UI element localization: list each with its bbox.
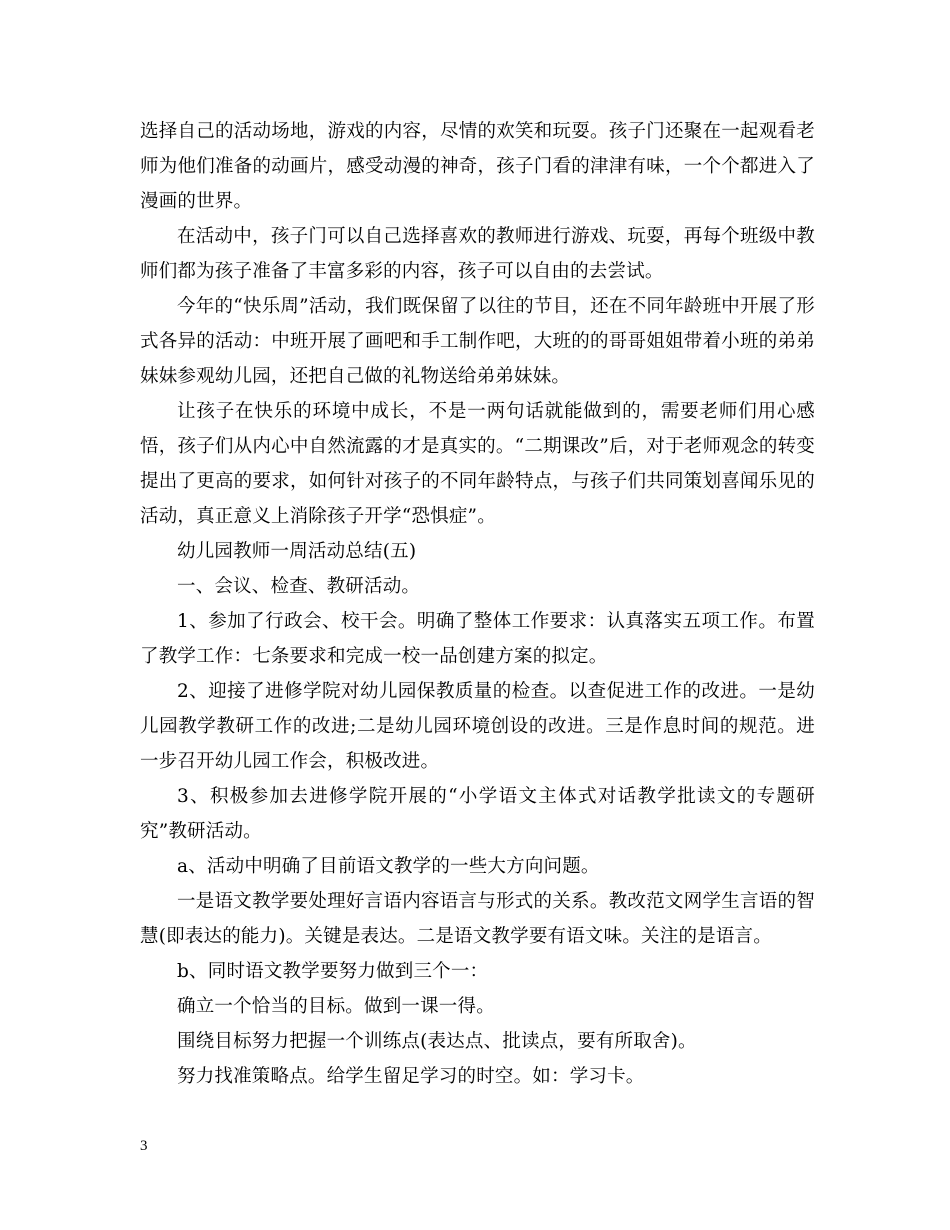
list-item-3: 3、积极参加去进修学院开展的“小学语文主体式对话教学批读文的专题研究”教研活动。 <box>140 786 815 842</box>
paragraph-4: 让孩子在快乐的环境中成长，不是一两句话就能做到的，需要老师们用心感悟，孩子们从内心中自然流露的才是真实的。“二期课改”后，对于老师观念的转变提出了更高的要求，如何针对孩子的不同年龄特点，与孩子们共同策划喜闻乐见的活动，真正意义上消除孩子开学“恐惧症”。 <box>140 401 815 527</box>
paragraph-6: 确立一个恰当的目标。做到一课一得。 <box>177 996 495 1017</box>
section-heading-1: 一、会议、检查、教研活动。 <box>177 576 421 597</box>
list-item-1: 1、参加了行政会、校干会。明确了整体工作要求：认真落实五项工作。布置了教学工作：七条要求和完成一校一品创建方案的拟定。 <box>140 611 815 667</box>
sub-item-b: b、同时语文教学要努力做到三个一： <box>177 961 489 982</box>
paragraph-3: 今年的“快乐周”活动，我们既保留了以往的节目，还在不同年龄班中开展了形式各异的活动：中班开展了画吧和手工制作吧，大班的的哥哥姐姐带着小班的弟弟妹妹参观幼儿园，还把自己做的礼物送给弟弟妹妹。 <box>140 296 815 387</box>
paragraph-5: 一是语文教学要处理好言语内容语言与形式的关系。教改范文网学生言语的智慧(即表达的能力)。关键是表达。二是语文教学要有语文味。关注的是语言。 <box>140 891 815 947</box>
paragraph-7: 围绕目标努力把握一个训练点(表达点、批读点，要有所取舍)。 <box>177 1031 697 1052</box>
sub-item-a: a、活动中明确了目前语文教学的一些大方向问题。 <box>177 856 600 877</box>
page-number: 3 <box>140 1138 148 1154</box>
paragraph-8: 努力找准策略点。给学生留足学习的时空。如：学习卡。 <box>177 1066 645 1087</box>
paragraph-2: 在活动中，孩子门可以自己选择喜欢的教师进行游戏、玩耍，再每个班级中教师们都为孩子准备了丰富多彩的内容，孩子可以自由的去尝试。 <box>140 226 815 282</box>
section-title: 幼儿园教师一周活动总结(五) <box>177 541 417 562</box>
body-text <box>140 114 815 1094</box>
list-item-2: 2、迎接了进修学院对幼儿园保教质量的检查。以查促进工作的改进。一是幼儿园教学教研工作的改进;二是幼儿园环境创设的改进。三是作息时间的规范。进一步召开幼儿园工作会，积极改进。 <box>140 681 815 772</box>
paragraph-1: 选择自己的活动场地，游戏的内容，尽情的欢笑和玩耍。孩子门还聚在一起观看老师为他们准备的动画片，感受动漫的神奇，孩子门看的津津有味，一个个都进入了漫画的世界。 <box>140 121 815 212</box>
